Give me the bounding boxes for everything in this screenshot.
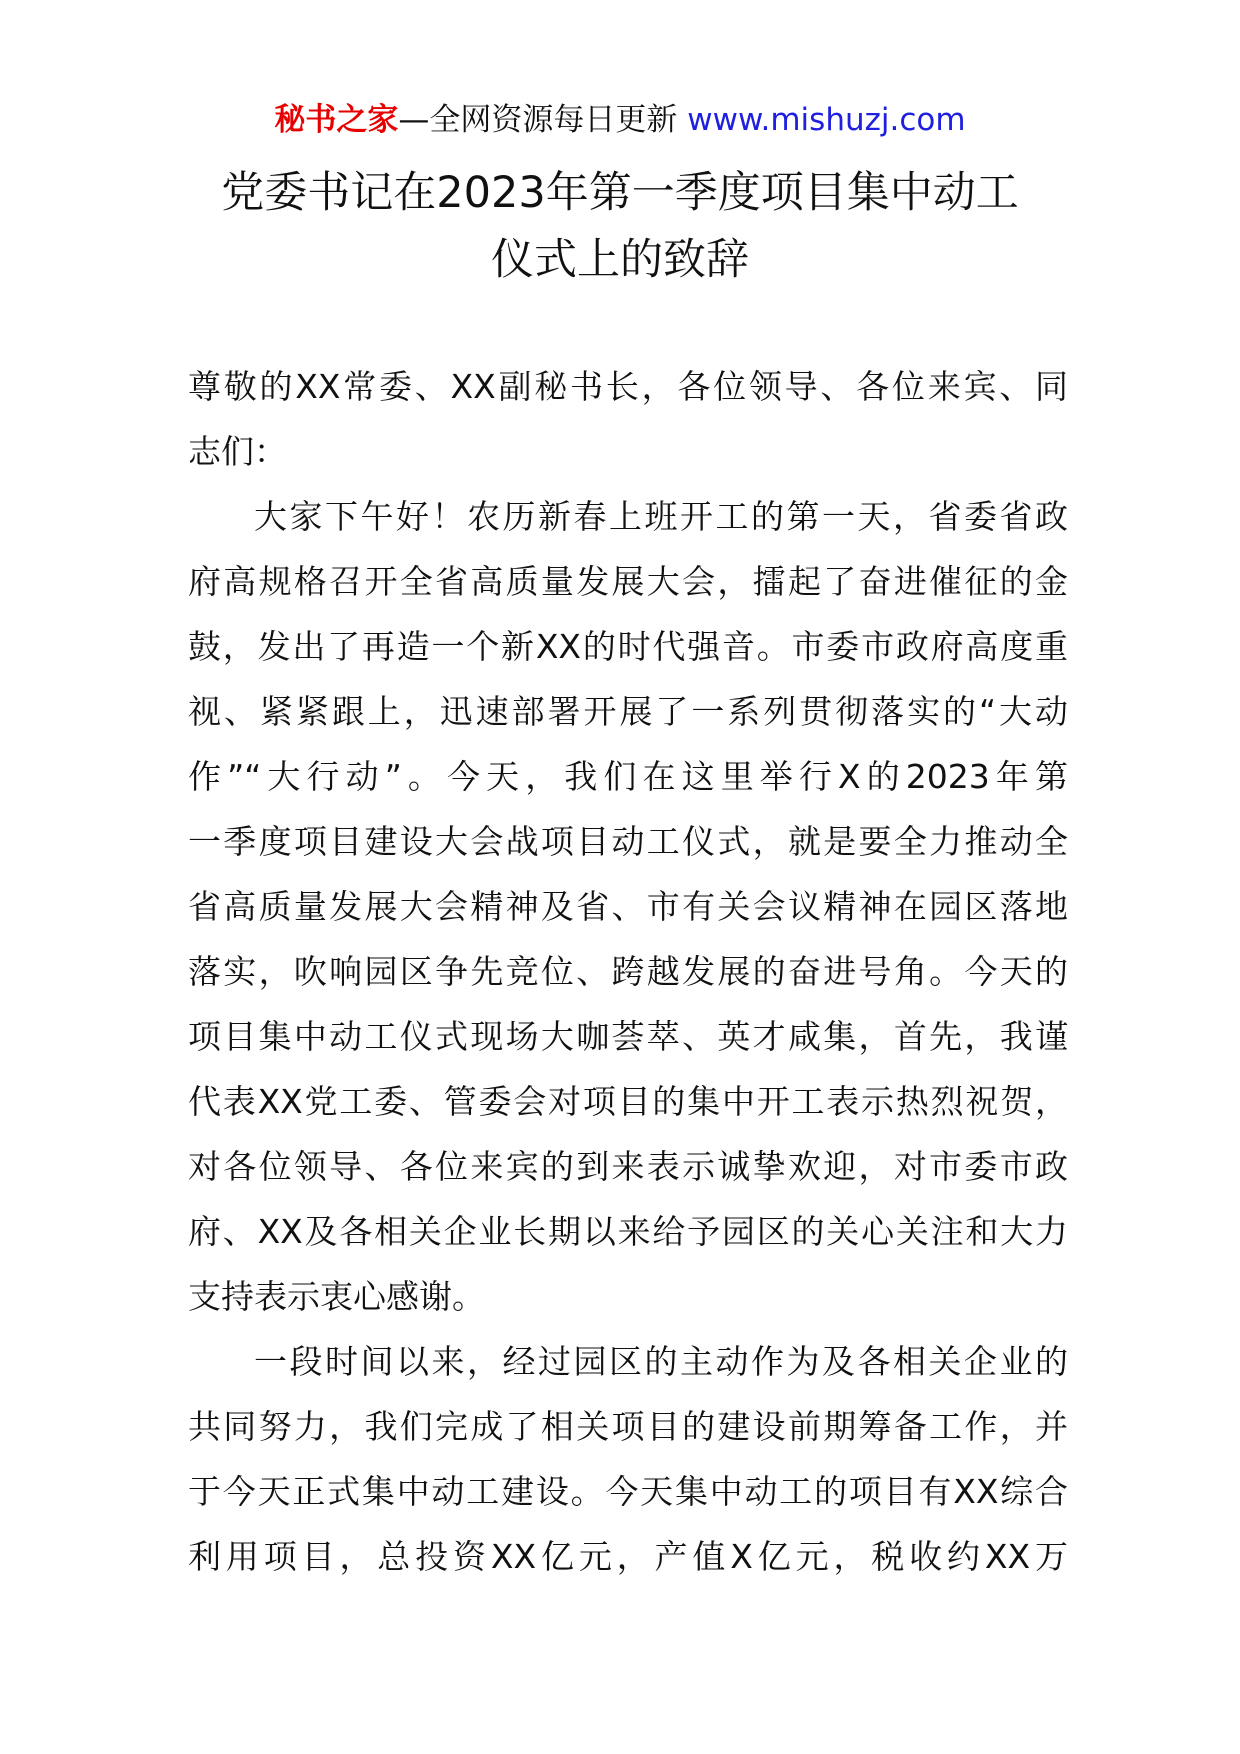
paragraph-line: 共同努力，我们完成了相关项目的建设前期筹备工作，并 <box>188 1407 1068 1446</box>
paragraph-line: 府、XX及各相关企业长期以来给予园区的关心关注和大力 <box>188 1212 1068 1251</box>
site-url-link[interactable]: www.mishuzj.com <box>687 102 966 138</box>
paragraph-line: 代表XX党工委、管委会对项目的集中开工表示热烈祝贺， <box>188 1082 1068 1121</box>
paragraph-line: 于今天正式集中动工建设。今天集中动工的项目有XX综合 <box>188 1472 1068 1511</box>
salutation-line: 尊敬的XX常委、XX副秘书长，各位领导、各位来宾、同 <box>188 367 1068 406</box>
title-line: 党委书记在2023年第一季度项目集中动工 <box>221 168 1019 218</box>
paragraph-line: 对各位领导、各位来宾的到来表示诚挚欢迎，对市委市政 <box>188 1147 1068 1186</box>
site-header <box>0 98 1240 142</box>
paragraph-line: 落实，吹响园区争先竞位、跨越发展的奋进号角。今天的 <box>188 952 1068 991</box>
paragraph-line: 府高规格召开全省高质量发展大会，擂起了奋进催征的金 <box>188 562 1068 601</box>
salutation-line: 志们： <box>188 432 287 471</box>
paragraph-line: 一季度项目建设大会战项目动工仪式，就是要全力推动全 <box>188 822 1068 861</box>
title-line: 仪式上的致辞 <box>491 235 749 285</box>
paragraph-line: 视、紧紧跟上，迅速部署开展了一系列贯彻落实的“大动 <box>188 692 1068 731</box>
document-body <box>188 354 1068 1589</box>
paragraph-line: 鼓，发出了再造一个新XX的时代强音。市委市政府高度重 <box>188 627 1068 666</box>
site-tagline: —全网资源每日更新 <box>398 102 688 138</box>
paragraph-line: 大家下午好！农历新春上班开工的第一天，省委省政 <box>254 497 1068 536</box>
paragraph-line: 支持表示衷心感谢。 <box>188 1277 485 1316</box>
document-title <box>150 160 1090 294</box>
paragraph-line: 作”“大行动”。今天，我们在这里举行X的2023年第 <box>188 757 1068 796</box>
paragraph-line: 项目集中动工仪式现场大咖荟萃、英才咸集，首先，我谨 <box>188 1017 1068 1056</box>
paragraph-line: 利用项目，总投资XX亿元，产值X亿元，税收约XX万 <box>188 1537 1068 1576</box>
site-brand: 秘书之家 <box>274 102 399 138</box>
paragraph-line: 一段时间以来，经过园区的主动作为及各相关企业的 <box>254 1342 1068 1381</box>
paragraph-line: 省高质量发展大会精神及省、市有关会议精神在园区落地 <box>188 887 1068 926</box>
